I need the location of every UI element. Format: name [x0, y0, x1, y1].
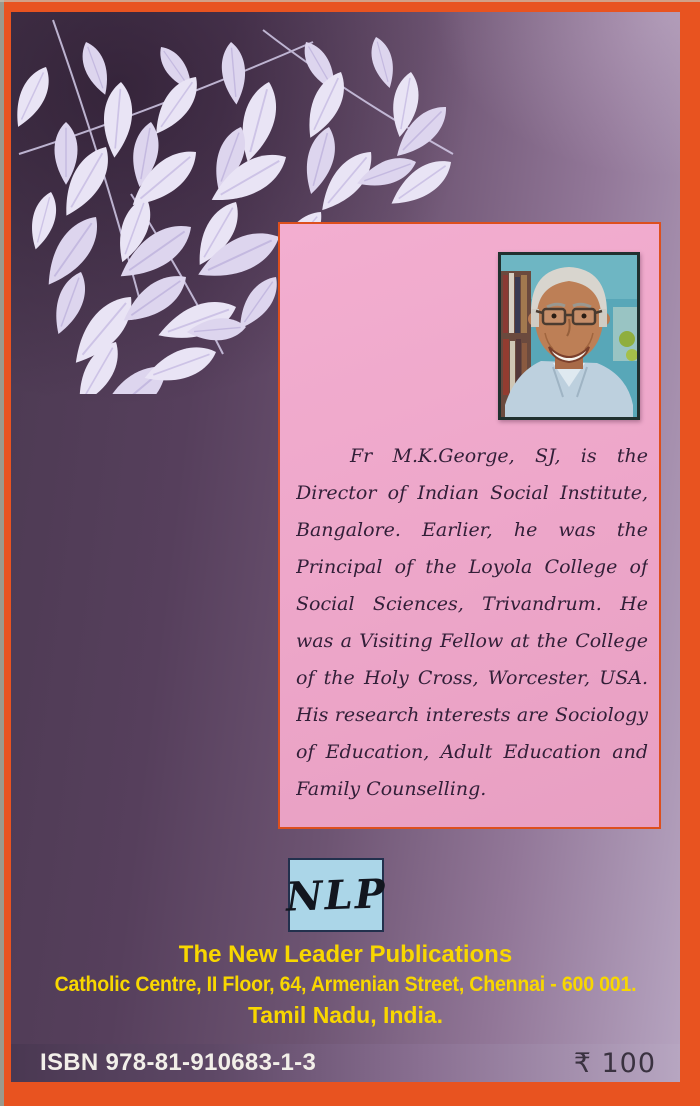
bio-line: His research interests are Sociology: [296, 704, 648, 726]
bio-line: of Education, Adult Education and: [296, 741, 648, 763]
publisher-block: [11, 940, 680, 1030]
cover-background: [11, 12, 680, 1082]
bio-line: Bangalore. Earlier, he was the: [296, 519, 648, 541]
bio-line: Fr M.K.George, SJ, is the: [350, 445, 648, 467]
author-portrait-illustration: [501, 255, 637, 417]
bio-line: Principal of the Loyola College of: [296, 556, 648, 578]
publisher-address-line1: Catholic Centre, II Floor, 64, Armenian Street, Chennai - 600 001.: [54, 973, 637, 996]
bio-line: was a Visiting Fellow at the College: [296, 630, 648, 652]
isbn-text: ISBN 978-81-910683-1-3: [40, 1049, 317, 1076]
bio-line: Family Counselling.: [296, 778, 487, 800]
scan-edge-left: [0, 0, 4, 1106]
publisher-logo-text: NLP: [284, 869, 388, 921]
price-text: ₹ 100: [573, 1047, 656, 1079]
isbn-band: [11, 1044, 680, 1082]
bio-line: of the Holy Cross, Worcester, USA.: [296, 667, 648, 689]
publisher-logo: [284, 858, 388, 932]
scan-edge-top: [0, 0, 700, 2]
author-photo: [498, 252, 640, 420]
author-bio-panel: [278, 222, 661, 829]
bio-line: Director of Indian Social Institute,: [296, 482, 648, 504]
publisher-name: The New Leader Publications: [178, 941, 513, 968]
bio-line: Social Sciences, Trivandrum. He: [296, 593, 648, 615]
publisher-address-line2: Tamil Nadu, India.: [247, 1002, 444, 1028]
author-bio-text: [296, 438, 648, 808]
